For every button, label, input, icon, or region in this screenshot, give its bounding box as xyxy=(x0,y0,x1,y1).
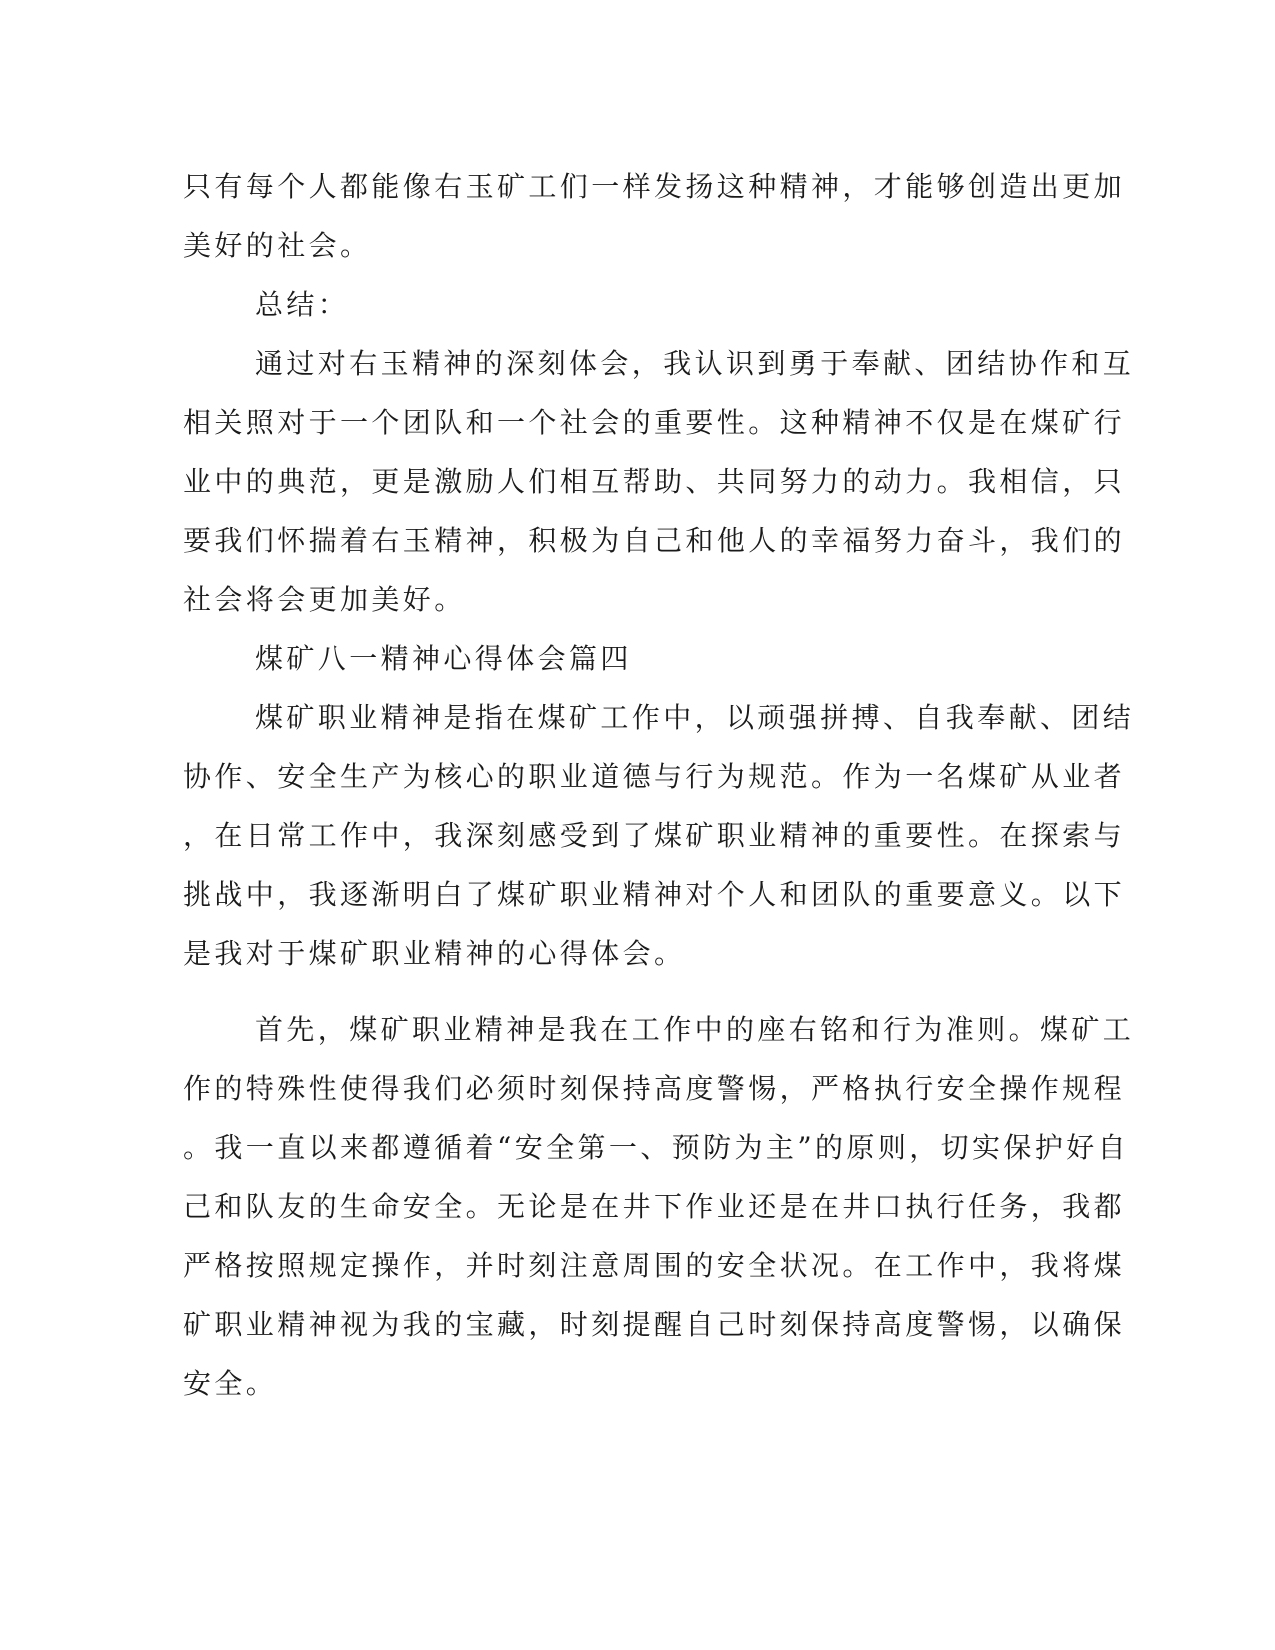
text-line: 协作、安全生产为核心的职业道德与行为规范。作为一名煤矿从业者 xyxy=(183,760,1126,793)
text-line: 社会将会更加美好。 xyxy=(183,583,466,616)
text-line: 安全。 xyxy=(183,1367,278,1400)
text-line: 首先，煤矿职业精神是我在工作中的座右铭和行为准则。煤矿工 xyxy=(255,1013,1135,1046)
text-line: 挑战中，我逐渐明白了煤矿职业精神对个人和团队的重要意义。以下 xyxy=(183,878,1126,911)
text-line: 矿职业精神视为我的宝藏，时刻提醒自己时刻保持高度警惕，以确保 xyxy=(183,1308,1126,1341)
text-line: 严格按照规定操作，并时刻注意周围的安全状况。在工作中，我将煤 xyxy=(183,1249,1126,1282)
text-line: 煤矿职业精神是指在煤矿工作中，以顽强拼搏、自我奉献、团结 xyxy=(255,701,1135,734)
text-line: 。我一直以来都遵循着“安全第一、预防为主”的原则，切实保护好自 xyxy=(183,1131,1130,1164)
text-line: 作的特殊性使得我们必须时刻保持高度警惕，严格执行安全操作规程 xyxy=(183,1072,1126,1105)
section-label-summary: 总结： xyxy=(255,288,350,321)
section-heading: 煤矿八一精神心得体会篇四 xyxy=(255,642,632,675)
text-line: 要我们怀揣着右玉精神，积极为自己和他人的幸福努力奋斗，我们的 xyxy=(183,524,1126,557)
text-line: 相关照对于一个团队和一个社会的重要性。这种精神不仅是在煤矿行 xyxy=(183,406,1126,439)
text-line: 业中的典范，更是激励人们相互帮助、共同努力的动力。我相信，只 xyxy=(183,465,1126,498)
text-line: 是我对于煤矿职业精神的心得体会。 xyxy=(183,937,686,970)
text-line: 通过对右玉精神的深刻体会，我认识到勇于奉献、团结协作和互 xyxy=(255,347,1135,380)
paragraph-gap xyxy=(183,983,1043,1000)
text-line: ，在日常工作中，我深刻感受到了煤矿职业精神的重要性。在探索与 xyxy=(183,819,1126,852)
text-line: 己和队友的生命安全。无论是在井下作业还是在井口执行任务，我都 xyxy=(183,1190,1126,1223)
document-body xyxy=(183,157,1135,1413)
text-line: 美好的社会。 xyxy=(183,229,372,262)
text-line: 只有每个人都能像右玉矿工们一样发扬这种精神，才能够创造出更加 xyxy=(183,170,1126,203)
